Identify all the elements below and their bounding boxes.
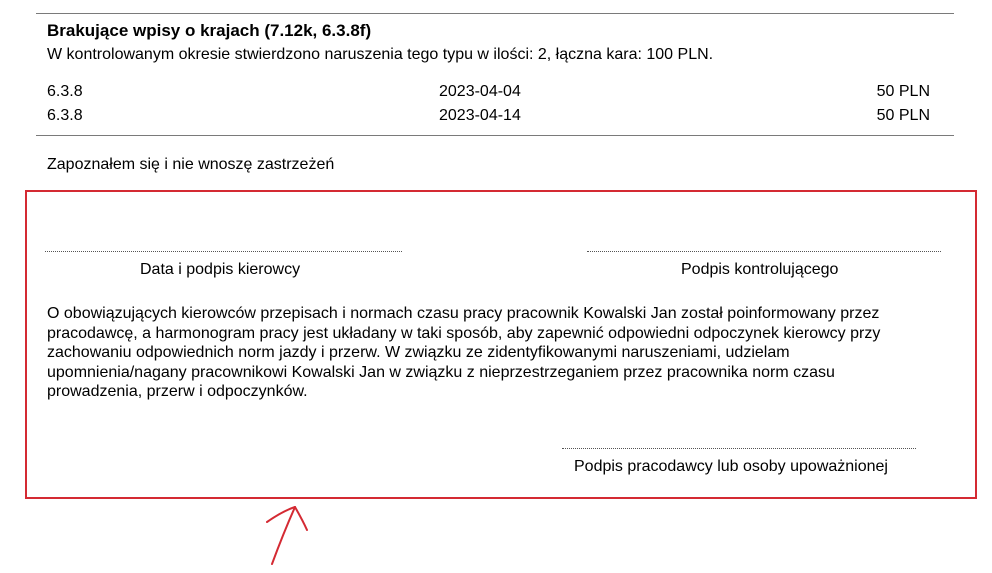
bottom-rule: [36, 135, 954, 136]
statement-line: prowadzenia, przerw i odpoczynków.: [47, 383, 308, 400]
top-rule: [36, 13, 954, 14]
violation-date: 2023-04-14: [439, 107, 521, 124]
statement-line: pracodawcę, a harmonogram pracy jest układany w taki sposób, aby zapewnić odpowiedni odpoczynek kierowcy przy: [47, 324, 881, 342]
violation-code: 6.3.8: [47, 107, 83, 124]
inspector-signature-label: Podpis kontrolującego: [681, 261, 839, 278]
employer-signature-line: [562, 448, 916, 449]
statement-line: upomnienia/nagany pracownikowi Kowalski Jan w związku z nieprzestrzeganiem przez pracownika norm czasu: [47, 363, 835, 381]
employer-statement: [47, 304, 967, 402]
section-title: Brakujące wpisy o krajach (7.12k, 6.3.8f): [47, 21, 372, 40]
statement-line: zachowaniu odpowiednich norm jazdy i przerw. W związku ze zidentyfikowanymi naruszeniami, udzielam: [47, 344, 790, 361]
employer-signature-label: Podpis pracodawcy lub osoby upoważnionej: [574, 458, 888, 475]
driver-signature-label: Data i podpis kierowcy: [140, 261, 301, 278]
violation-penalty: 50 PLN: [876, 83, 930, 100]
violation-penalty: 50 PLN: [876, 107, 930, 124]
driver-signature-line: [45, 251, 402, 252]
section-summary: W kontrolowanym okresie stwierdzono naruszenia tego typu w ilości: 2, łączna kara: 100 PLN.: [47, 46, 714, 63]
violation-code: 6.3.8: [47, 83, 83, 100]
inspector-signature-line: [587, 251, 941, 252]
violation-date: 2023-04-04: [439, 83, 521, 100]
acknowledgement-text: Zapoznałem się i nie wnoszę zastrzeżeń: [47, 156, 335, 173]
statement-line: O obowiązujących kierowców przepisach i normach czasu pracy pracownik Kowalski Jan został poinformowany przez: [47, 305, 880, 322]
arrow-up-right-icon: [255, 500, 315, 570]
